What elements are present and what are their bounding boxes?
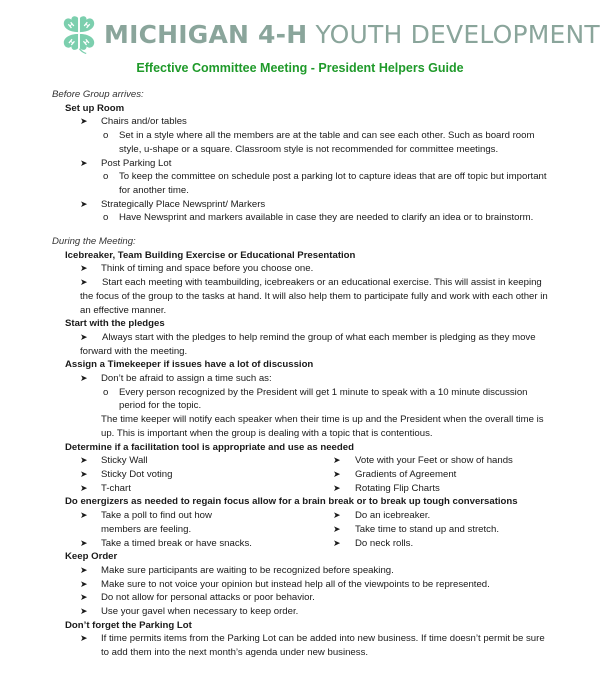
- document-body: [52, 88, 552, 660]
- list-item: ➤ Take a timed break or have snacks.: [80, 537, 252, 549]
- list-item: ➤ Post Parking Lot: [80, 157, 172, 169]
- arrow-bullet-icon: ➤: [80, 510, 88, 521]
- list-item: ➤ Sticky Dot voting: [80, 468, 173, 480]
- heading-keep-order: Keep Order: [65, 551, 118, 563]
- arrow-bullet-icon: ➤: [333, 468, 341, 479]
- arrow-bullet-icon: ➤: [80, 198, 88, 209]
- heading-energizers: Do energizers as needed to regain focus allow for a brain break or to break up tough conversations: [65, 496, 518, 508]
- list-item: ➤ T-chart: [80, 482, 131, 494]
- heading-pledges: Start with the pledges: [65, 318, 165, 330]
- svg-text:H: H: [81, 20, 92, 31]
- arrow-bullet-icon: ➤: [80, 537, 88, 548]
- list-item: ➤ Rotating Flip Charts: [333, 482, 440, 494]
- list-item: ➤ Think of timing and space before you choose one.: [80, 263, 314, 275]
- arrow-bullet-icon: ➤: [80, 263, 88, 274]
- arrow-bullet-icon: ➤: [80, 455, 88, 466]
- list-item: ➤ Start each meeting with teambuilding, icebreakers or an educational exercise. This will assist in keeping the focus of the group to the tasks at hand. It will also help them to participate fully and work with each other in an effective manner.: [80, 277, 548, 316]
- heading-timekeeper: Assign a Timekeeper if issues have a lot of discussion: [65, 359, 314, 371]
- brand-bold: MICHIGAN 4-H: [104, 19, 308, 49]
- list-item: ➤ Do not allow for personal attacks or poor behavior.: [80, 592, 315, 604]
- sub-list-item: o Have Newsprint and markers available in case they are needed to clarify an idea or to brainstorm.: [103, 212, 534, 224]
- section-label-during: During the Meeting:: [52, 236, 136, 248]
- sub-list-item: o Set in a style where all the members are at the table and can see each other. Such as board room style, u-shape or a square. Classroom style is not recommended for committee meetings.: [103, 130, 535, 155]
- circle-bullet-icon: o: [103, 212, 109, 224]
- arrow-bullet-icon: ➤: [80, 578, 88, 589]
- list-item: ➤ Strategically Place Newsprint/ Markers: [80, 198, 266, 210]
- heading-set-up-room: Set up Room: [65, 102, 125, 114]
- arrow-bullet-icon: ➤: [333, 537, 341, 548]
- heading-facilitation: Determine if a facilitation tool is appropriate and use as needed: [65, 441, 354, 453]
- arrow-bullet-icon: ➤: [80, 468, 88, 479]
- list-item: ➤ Do an icebreaker.: [333, 510, 431, 522]
- sub-list-item: o To keep the committee on schedule post a parking lot to capture ideas that are off topic but important for another time.: [103, 171, 547, 196]
- list-item: ➤ Use your gavel when necessary to keep order.: [80, 606, 299, 618]
- list-item: ➤ Take a poll to find out how members are feeling.: [80, 510, 212, 535]
- energizer-list: [52, 509, 552, 550]
- arrow-bullet-icon: ➤: [80, 482, 88, 493]
- page-title: Effective Committee Meeting - President Helpers Guide: [136, 61, 464, 75]
- list-item: ➤ Do neck rolls.: [333, 537, 414, 549]
- section-label-before: Before Group arrives:: [52, 89, 144, 100]
- list-item: ➤ Take time to stand up and stretch.: [333, 523, 499, 535]
- heading-icebreaker: Icebreaker, Team Building Exercise or Educational Presentation: [65, 249, 356, 261]
- arrow-bullet-icon: ➤: [80, 633, 88, 644]
- arrow-bullet-icon: ➤: [80, 157, 88, 168]
- list-item: ➤ Gradients of Agreement: [333, 468, 457, 480]
- list-item: ➤ Vote with your Feet or show of hands: [333, 455, 513, 467]
- svg-text:H: H: [81, 37, 92, 48]
- brand-wordmark: [104, 20, 600, 49]
- list-item: ➤ Sticky Wall: [80, 455, 148, 467]
- arrow-bullet-icon: ➤: [333, 455, 341, 466]
- arrow-bullet-icon: ➤: [80, 606, 88, 617]
- page-header: [60, 14, 600, 54]
- arrow-bullet-icon: ➤: [333, 523, 341, 534]
- list-item: ➤ Always start with the pledges to help remind the group of what each member is pledging as they move forward with the meeting.: [80, 331, 536, 357]
- list-item: ➤ Make sure to not voice your opinion but instead help all of the viewpoints to be represented.: [80, 578, 490, 590]
- circle-bullet-icon: o: [103, 386, 109, 398]
- arrow-bullet-icon: ➤: [80, 116, 88, 127]
- arrow-bullet-icon: ➤: [333, 482, 341, 493]
- facilitation-tools: [52, 454, 552, 495]
- sub-list-item: o Every person recognized by the President will get 1 minute to speak with a 10 minute discussion period for the topic.: [103, 386, 528, 412]
- arrow-bullet-icon: ➤: [333, 510, 341, 521]
- timekeeper-note: The time keeper will notify each speaker when their time is up and the President when the overall time is up. This is important when the group is dealing with a topic that is contentious.: [101, 414, 544, 439]
- arrow-bullet-icon: ➤: [80, 564, 88, 575]
- brand-light: YOUTH DEVELOPMENT: [315, 19, 600, 49]
- list-item: ➤ If time permits items from the Parking Lot can be added into new business. If time doesn’t permit be sure to add them into the next month’s agenda under new business.: [80, 633, 545, 659]
- arrow-bullet-icon: ➤: [80, 373, 88, 384]
- arrow-bullet-icon: ➤: [80, 277, 88, 288]
- arrow-bullet-icon: ➤: [80, 592, 88, 603]
- svg-text:H: H: [66, 37, 77, 48]
- 4-h-clover-icon: [60, 14, 98, 54]
- circle-bullet-icon: o: [103, 171, 109, 183]
- svg-text:H: H: [66, 20, 77, 31]
- list-item: ➤ Chairs and/or tables: [80, 116, 187, 128]
- circle-bullet-icon: o: [103, 130, 109, 142]
- arrow-bullet-icon: ➤: [80, 331, 88, 342]
- list-item: ➤ Don’t be afraid to assign a time such as:: [80, 373, 272, 385]
- heading-parking-lot: Don’t forget the Parking Lot: [65, 619, 192, 631]
- list-item: ➤ Make sure participants are waiting to be recognized before speaking.: [80, 564, 394, 576]
